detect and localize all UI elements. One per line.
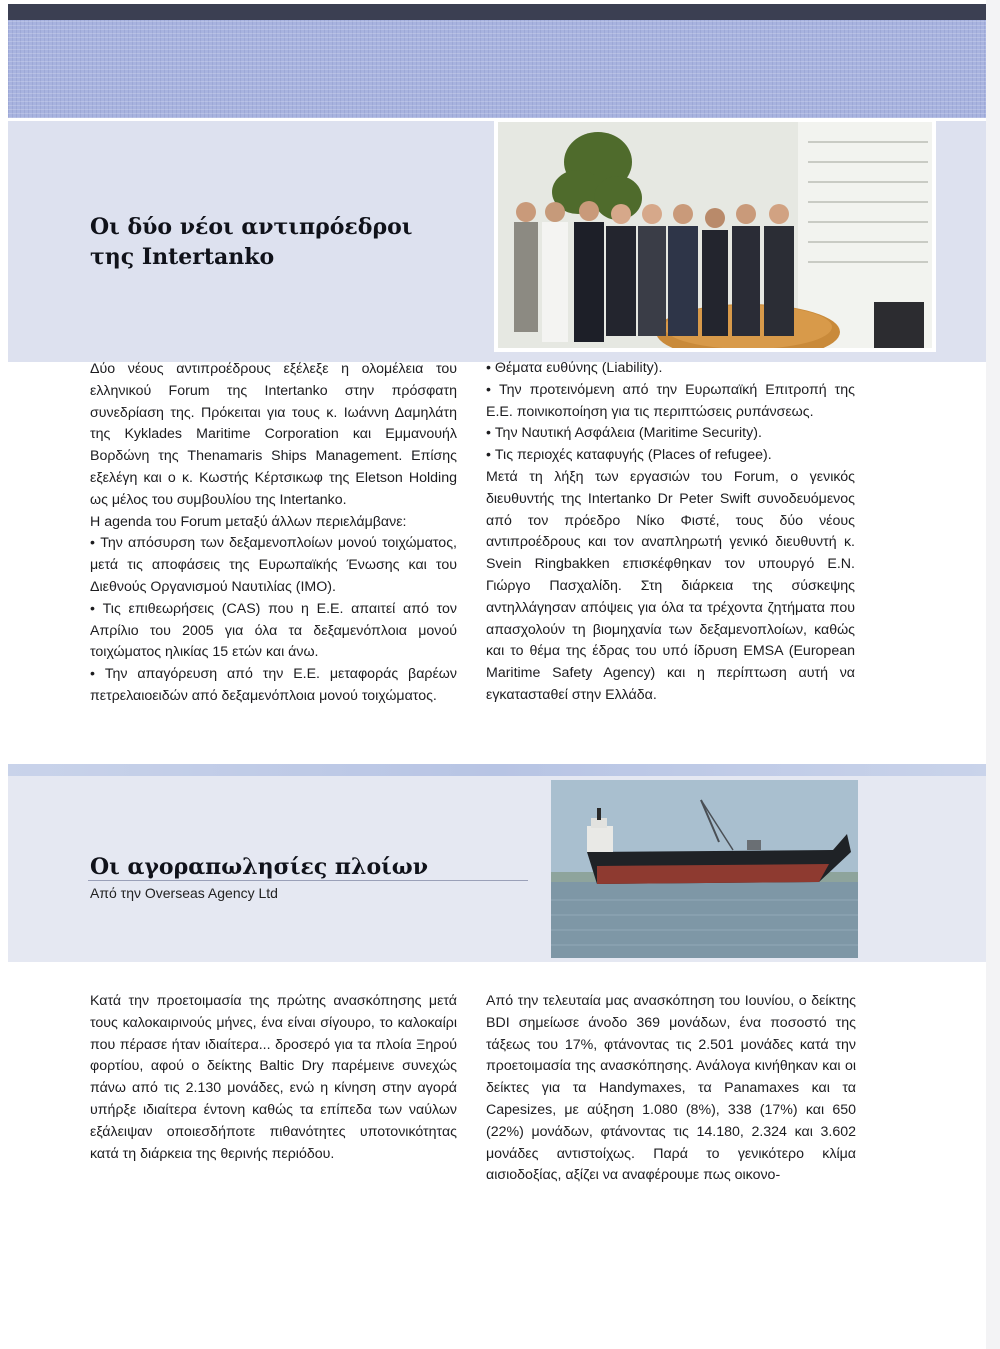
article2-col1-paragraph: Κατά την προετοιμασία της πρώτης ανασκόπησης μετά τους καλοκαιρινούς μήνες, ένα είναι σίγουρο, το καλοκαίρι που πέρασε ήταν ιδιαίτερα... δροσερό για τα πλοία Ξηρού φορτίου, αφού ο δείκτης Baltic Dry παρέμεινε συνεχώς πάνω από τις 2.130 μονάδες, ενώ η κίνηση στην αγορά υπήρξε ιδιαίτερα έντονη καθώς τα επίπεδα των ναύλων εξάλειψαν οποιεσδήποτε πιθανότητες υποτονικότητας κατά τη διάρκεια της θερινής περιόδου.: [90, 993, 457, 1162]
article1-col1-bullet: • Την απαγόρευση από την Ε.Ε. μεταφοράς βαρέων πετρελαιοειδών από δεξαμενόπλοια μονού τοιχώματος.: [90, 664, 457, 708]
article2-subtitle: Από την Overseas Agency Ltd: [90, 885, 278, 901]
article2-title-underline: [88, 880, 528, 881]
article1-column-left: [90, 359, 457, 708]
article1-col1-paragraph2: Η agenda του Forum μεταξύ άλλων περιελάμβανε:: [90, 513, 407, 530]
article1-col1-paragraph1: Δύο νέους αντιπροέδρους εξέλεξε η ολομέλεια του ελληνικού Forum της Intertanko στην πρόσφατη συνεδρίαση της. Πρόκειται για τους κ. Ιωάννη Δαμηλάτη της Kyklades Maritime Corporation και Εμμανουήλ Βορδώνη της Thenamaris Ships Management. Επίσης εξελέγη και ο κ. Κωστής Κέρτσικωφ της Eletson Holding ως μέλος του συμβουλίου της Intertanko.: [90, 361, 457, 508]
meeting-photo-illustration: [498, 122, 932, 348]
article1-col1-bullet: • Την απόσυρση των δεξαμενοπλοίων μονού τοιχώματος, μετά τις αποφάσεις της Ευρωπαϊκής Ένωσης και του Διεθνούς Οργανισμού Ναυτιλίας (ΙΜΟ).: [90, 533, 457, 598]
article1-title-line1: Οι δύο νέοι αντιπρόεδροι: [90, 214, 413, 240]
article2-column-left: [90, 991, 457, 1165]
article1-col2-bullet: • Την προτεινόμενη από την Ευρωπαϊκή Επιτροπή της Ε.Ε. ποινικοποίηση για τις περιπτώσεις ρυπάνσεως.: [486, 380, 855, 424]
meeting-photo: [494, 118, 936, 352]
article1-col2-paragraph: Μετά τη λήξη των εργασιών του Forum, ο γενικός διευθυντής της Intertanko Dr Peter Swift συνοδευόμενος από τον πρόεδρο Νίκο Φιστέ, τους δύο νέους αντιπροέδρους και τον αναπληρωτή γενικό διευθυντή κ. Svein Ringbakken επισκέφθηκαν τον υπουργό Ε.Ν. Γιώργο Πασχαλίδη. Στη διάρκεια της σύσκεψης αντηλλάγησαν απόψεις για όλα τα τρέχοντα ζητήματα που απασχολούν τη βιομηχανία των δεξαμενοπλοίων, καθώς και το θέμα της έδρας του υπό ίδρυση EMSA (European Maritime Safety Agency) και η περίπτωση αυτή να εγκατασταθεί στην Ελλάδα.: [486, 468, 855, 703]
article1-col2-bullet: • Θέματα ευθύνης (Liability).: [486, 358, 855, 380]
article1-title: [90, 212, 412, 272]
article2-title: Οι αγοραπωλησίες πλοίων: [90, 854, 428, 880]
article1-col1-bullet: • Τις επιθεωρήσεις (CAS) που η Ε.Ε. απαιτεί από τον Απρίλιο του 2005 για όλα τα δεξαμενόπλοια μονού τοιχώματος ηλικίας 15 ετών και άνω.: [90, 599, 457, 664]
article1-col2-bullet: • Τις περιοχές καταφυγής (Places of refugee).: [486, 445, 855, 467]
article1-col2-bullet: • Την Ναυτική Ασφάλεια (Maritime Security).: [486, 423, 855, 445]
article2-col2-paragraph: Από την τελευταία μας ανασκόπηση του Ιουνίου, ο δείκτης BDI σημείωσε άνοδο 369 μονάδων, ένα ποσοστό της τάξεως του 17%, φτάνοντας τις 2.501 μονάδες κατά την προετοιμασία της ανασκόπησης. Ανάλογα κινήθηκαν και οι δείκτες για τα Handymaxes, τα Panamaxes και τα Capesizes, με αύξηση 1.080 (8%), 338 (17%) και 650 (22%) μονάδων, φτάνοντας τις 14.180, 2.324 και 3.602 μονάδες αντιστοίχως. Παρά το γενικότερο κλίμα αισιοδοξίας, αξίζει να αναφέρουμε πως οικονο-: [486, 993, 856, 1184]
section-divider-band: [8, 764, 986, 776]
tanker-ship-illustration: [551, 780, 858, 958]
page-edge: [986, 0, 1000, 1349]
article1-title-line2: της Intertanko: [90, 244, 275, 270]
article2-column-right: [486, 991, 856, 1187]
tanker-ship-photo: [551, 780, 858, 958]
header-banner: [8, 20, 986, 118]
article1-column-right: [486, 358, 855, 707]
